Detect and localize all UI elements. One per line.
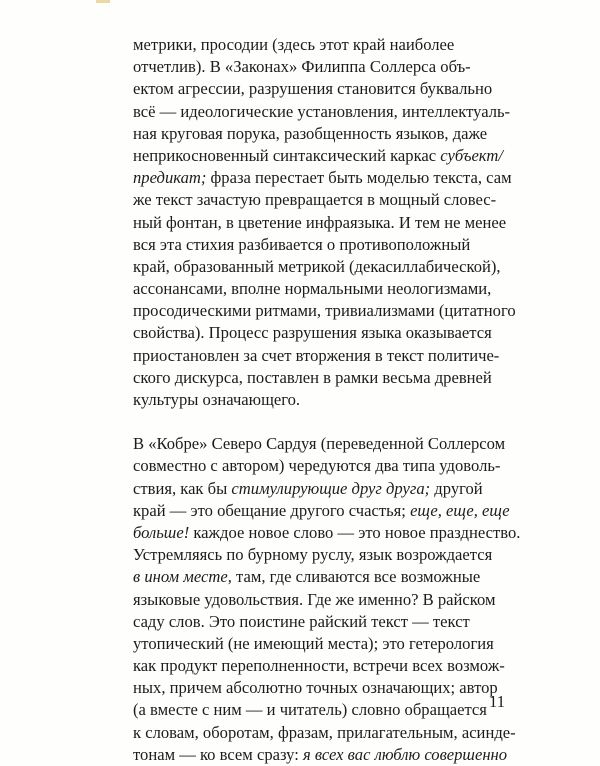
italic-text: больше! — [133, 522, 190, 542]
page-number: 11 — [489, 692, 505, 711]
paragraph-gap — [133, 411, 513, 433]
text-line — [133, 256, 513, 278]
text-line — [133, 389, 513, 411]
text-segment: ассонансами, вполне нормальными неологизмами, — [133, 279, 492, 299]
text-segment: другой — [430, 478, 483, 498]
text-line — [133, 367, 513, 389]
text-segment: край — это обещание другого счастья; — [133, 500, 411, 520]
text-line — [133, 522, 521, 544]
text-line — [133, 478, 513, 500]
text-segment: ная круговая порука, разобщенность языков, даже — [133, 123, 488, 143]
text-segment: ных, причем абсолютно точных означающих; автор — [133, 678, 498, 698]
text-line — [133, 101, 513, 123]
text-segment: совместно с автором) чередуются два типа удоволь- — [133, 456, 501, 476]
text-line — [133, 56, 513, 78]
text-segment: всё — идеологические установления, интеллектуаль- — [133, 101, 511, 121]
text-segment: Устремляясь по бурному руслу, язык возрождается — [133, 545, 493, 565]
text-segment: культуры означающего. — [133, 390, 301, 409]
text-line — [133, 234, 513, 256]
text-segment: ектом агрессии, разрушения становится буквально — [133, 79, 493, 99]
text-line — [133, 345, 513, 367]
text-line — [133, 433, 513, 455]
text-segment: саду слов. Это поистине райский текст — текст — [133, 611, 470, 631]
text-line — [133, 722, 516, 744]
text-segment: вся эта стихия разбивается о противоположный — [133, 234, 471, 254]
text-line — [133, 544, 513, 566]
text-segment: отчетлив). В «Законах» Филиппа Соллерса объ- — [133, 57, 471, 77]
body-text — [133, 34, 521, 766]
page-edge-mark — [96, 0, 110, 3]
text-segment: там, где сливаются все возможные — [231, 567, 481, 587]
text-line — [133, 611, 513, 633]
text-segment: (а вместе с ним — и читатель) словно обращается — [133, 700, 487, 720]
text-segment: ствия, как бы — [133, 478, 232, 498]
text-line — [133, 167, 513, 189]
text-segment: метрики, просодии (здесь этот край наиболее — [133, 35, 455, 54]
text-segment: неприкосновенный синтаксический каркас — [133, 145, 441, 165]
text-line — [133, 278, 513, 300]
italic-text: в ином месте, — [133, 567, 232, 587]
text-segment: каждое новое слово — это новое празднество. — [189, 522, 521, 542]
text-line — [133, 677, 513, 699]
text-segment: фраза перестает быть моделью текста, сам — [206, 168, 512, 188]
text-line — [133, 212, 513, 234]
italic-text: субъект/ — [440, 145, 503, 165]
text-line — [133, 123, 513, 145]
text-line — [133, 34, 513, 56]
paragraph — [133, 34, 516, 411]
text-segment: к словам, оборотам, фразам, прилагательным, асинде- — [133, 722, 516, 742]
text-segment: же текст зачастую превращается в мощный словес- — [133, 190, 497, 210]
text-line — [133, 145, 513, 167]
text-segment: языковые удовольствия. Где же именно? В райском — [133, 589, 496, 609]
paragraph — [133, 433, 521, 766]
text-segment: тонам — ко всем сразу: — [133, 744, 304, 764]
text-segment: В «Кобре» Северо Сардуя (переведенной Соллерсом — [133, 434, 506, 454]
text-line — [133, 189, 513, 211]
text-segment: край, образованный метрикой (декасиллабической), — [133, 256, 501, 276]
text-line — [133, 78, 513, 100]
text-line — [133, 699, 513, 721]
text-line — [133, 322, 513, 344]
text-segment: приостановлен за счет вторжения в текст политиче- — [133, 345, 500, 365]
text-line — [133, 589, 513, 611]
text-segment: утопический (не имеющий места); это гетерология — [133, 633, 494, 653]
text-line — [133, 566, 513, 588]
text-segment: как продукт переполненности, встречи всех возмож- — [133, 656, 505, 676]
text-line — [133, 455, 513, 477]
text-line — [133, 500, 513, 522]
italic-text: еще, еще, еще — [410, 500, 510, 520]
text-segment: свойства). Процесс разрушения языка оказывается — [133, 323, 492, 343]
italic-text: предикат; — [133, 168, 207, 188]
text-segment: ского дискурса, поставлен в рамки весьма древней — [133, 367, 492, 387]
italic-text: я всех вас люблю совершенно — [303, 744, 508, 764]
text-segment: ный фонтан, в цветение инфраязыка. И тем не менее — [133, 212, 507, 232]
italic-text: стимулирующие друг друга; — [231, 478, 431, 498]
text-segment: просодическими ритмами, тривиализмами (цитатного — [133, 301, 516, 321]
text-line — [133, 744, 513, 766]
text-line — [133, 300, 516, 322]
text-line — [133, 633, 513, 655]
text-line — [133, 655, 513, 677]
